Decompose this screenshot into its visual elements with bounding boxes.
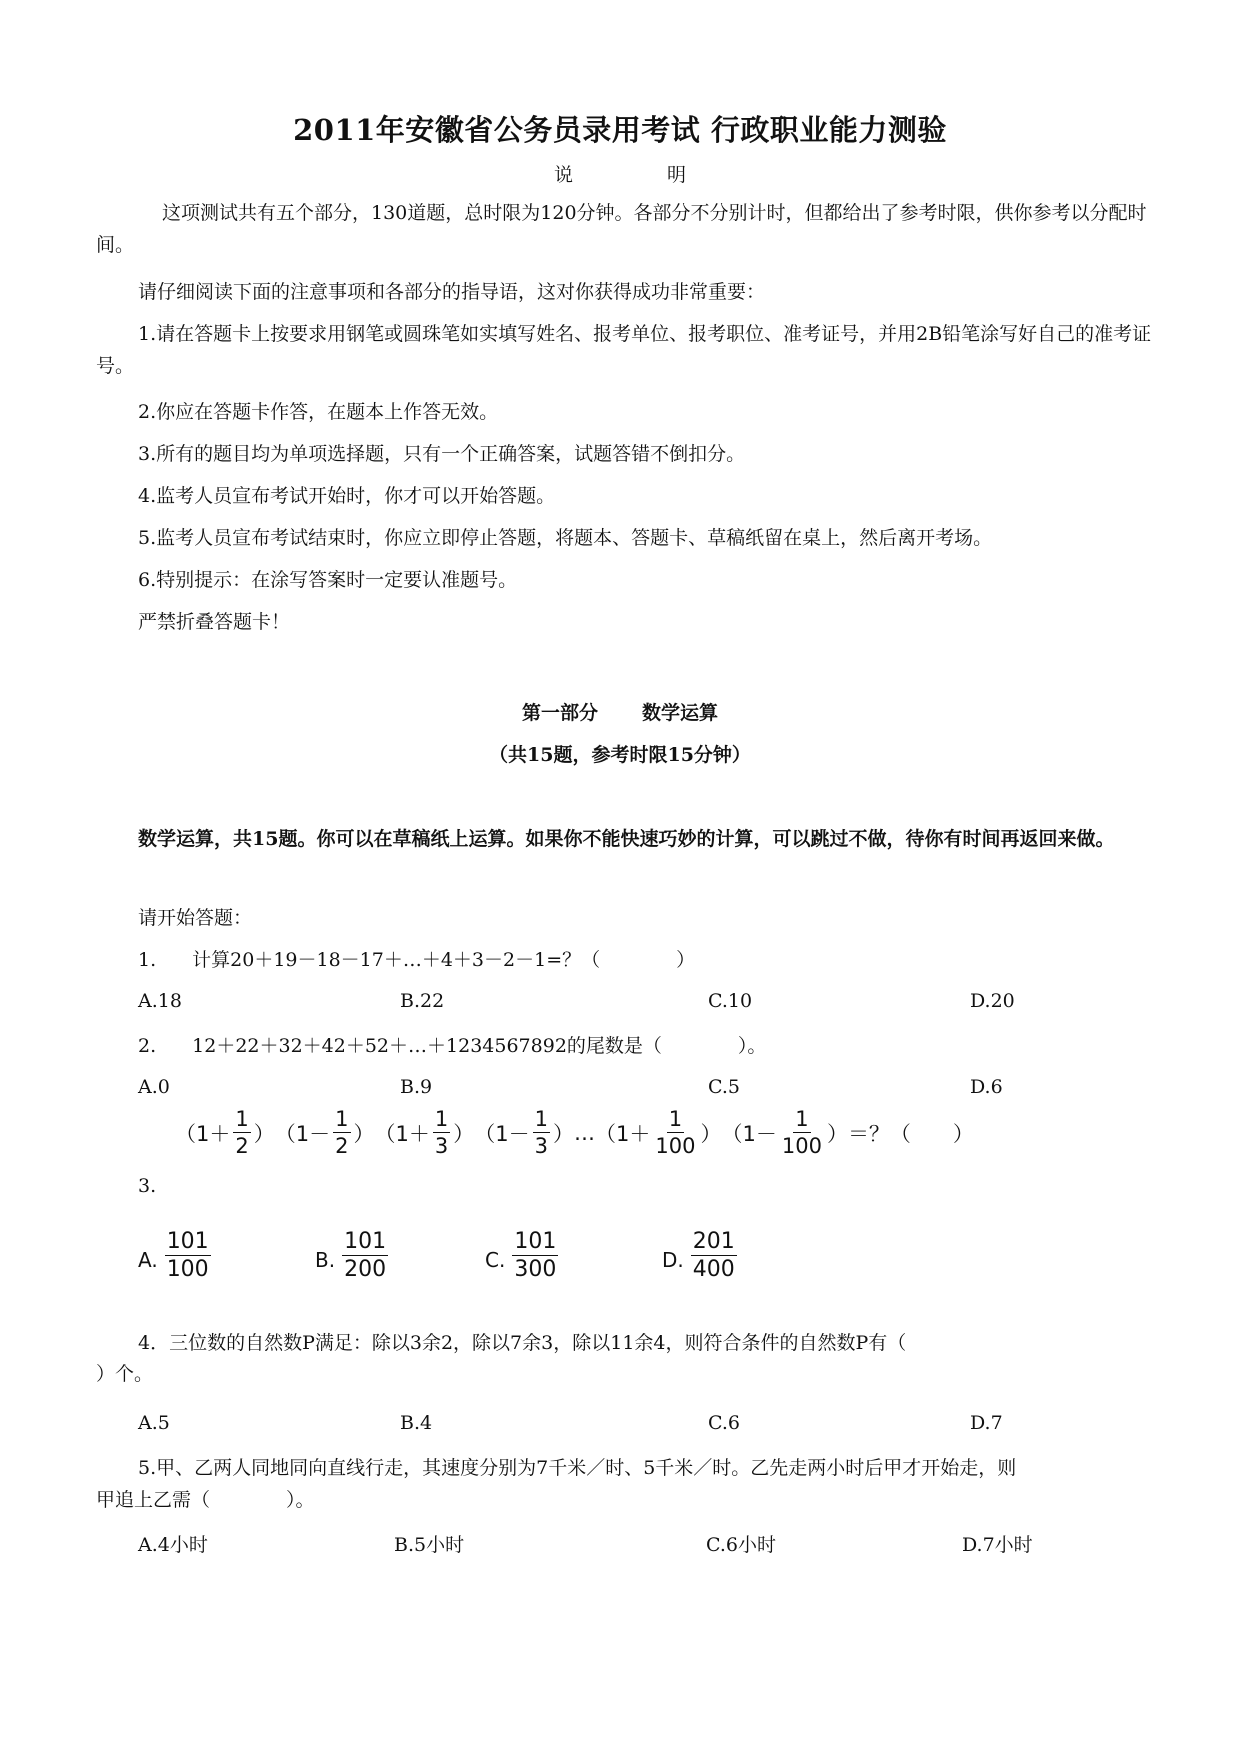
notice-item-6: 6.特别提示：在涂写答案时一定要认准题号。 xyxy=(138,569,518,591)
formula-open-minus: （1－ xyxy=(274,1121,331,1146)
q4-option-c: C.6 xyxy=(708,1412,740,1434)
q3-option-a: A. $\frac{101}{100}$ xyxy=(138,1229,209,1283)
formula-open-plus: （1＋ xyxy=(374,1121,430,1146)
start-prompt: 请开始答题： xyxy=(138,907,253,929)
notice-warning: 严禁折叠答题卡！ xyxy=(138,611,291,633)
question-4-line-1: 4．三位数的自然数P满足：除以3余2，除以7余3，除以11余4，则符合条件的自然数P有（ xyxy=(138,1332,907,1354)
formula-open-plus: （1＋ xyxy=(175,1121,231,1146)
notice-item-1: 1.请在答题卡上按要求用钢笔或圆珠笔如实填写姓名、报考单位、报考职位、准考证号，并用2B铅笔涂写好自己的准考证号。 xyxy=(96,323,1152,377)
section-heading-topic: 数学运算 xyxy=(642,702,719,724)
formula-open-plus: （1＋ xyxy=(595,1121,651,1146)
q4-option-d: D.7 xyxy=(970,1412,1003,1434)
q5-option-d: D.7小时 xyxy=(962,1534,1033,1556)
formula-close: ） xyxy=(553,1121,574,1146)
page-title: 2011年安徽省公务员录用考试 行政职业能力测验 xyxy=(293,113,947,147)
q2-option-b: B.9 xyxy=(400,1076,433,1098)
question-5-line-2: 甲追上乙需（ ）。 xyxy=(96,1489,315,1511)
fraction-1-100: $\frac{1}{100}$ xyxy=(655,1107,696,1159)
intro-paragraph-1: 这项测试共有五个部分，130道题，总时限为120分钟。各部分不分别计时，但都给出了参考时限，供你参考以分配时间。 xyxy=(96,202,1147,256)
q1-option-b: B.22 xyxy=(400,990,445,1012)
fraction-1-2: $\frac{1}{2}$ xyxy=(235,1107,249,1159)
formula-ellipsis: … xyxy=(574,1120,595,1145)
formula-open-minus: （1－ xyxy=(474,1121,530,1146)
q2-option-a: A.0 xyxy=(138,1076,170,1098)
notice-item-2: 2.你应在答题卡作答，在题本上作答无效。 xyxy=(138,401,499,423)
intro-paragraph-2: 请仔细阅读下面的注意事项和各部分的指导语，这对你获得成功非常重要： xyxy=(138,281,766,303)
question-2-text: 12＋22＋32＋42＋52＋…＋1234567892的尾数是（ ）。 xyxy=(192,1035,767,1057)
section-heading-part: 第一部分 xyxy=(521,702,598,724)
formula-open-minus: （1－ xyxy=(721,1121,777,1146)
formula-close: ） xyxy=(700,1121,722,1146)
fraction-1-3: $\frac{1}{3}$ xyxy=(434,1107,449,1159)
q1-option-c: C.10 xyxy=(708,990,753,1012)
q5-option-a: A.4小时 xyxy=(138,1534,208,1556)
q5-option-b: B.5小时 xyxy=(394,1534,465,1556)
formula-close: ） xyxy=(353,1121,375,1146)
q5-option-c: C.6小时 xyxy=(706,1534,776,1556)
question-1-number: 1. xyxy=(138,949,157,971)
formula-close: ） xyxy=(453,1121,475,1146)
question-4-line-2: ）个。 xyxy=(96,1363,154,1385)
fraction-1-100: $\frac{1}{100}$ xyxy=(781,1107,822,1159)
question-1-text: 计算20＋19－18－17＋…＋4＋3－2－1=？（ ） xyxy=(192,949,696,971)
formula-close: ） xyxy=(253,1121,275,1146)
notice-item-5: 5.监考人员宣布考试结束时，你应立即停止答题，将题本、答题卡、草稿纸留在桌上，然后离开考场。 xyxy=(138,527,993,549)
section-heading xyxy=(0,697,1240,729)
question-3-formula xyxy=(175,1108,974,1157)
notice-item-3: 3.所有的题目均为单项选择题，只有一个正确答案，试题答错不倒扣分。 xyxy=(138,443,746,465)
section-instruction: 数学运算，共15题。你可以在草稿纸上运算。如果你不能快速巧妙的计算，可以跳过不做，待你有时间再返回来做。 xyxy=(138,828,1115,850)
subtitle-char-1: 说 xyxy=(553,164,573,186)
q1-option-d: D.20 xyxy=(970,990,1015,1012)
question-1 xyxy=(138,944,695,976)
question-2 xyxy=(138,1030,766,1062)
notice-item-4: 4.监考人员宣布考试开始时，你才可以开始答题。 xyxy=(138,485,556,507)
question-2-number: 2. xyxy=(138,1035,157,1057)
q3-option-c: C. $\frac{101}{300}$ xyxy=(485,1229,557,1283)
fraction-1-3: $\frac{1}{3}$ xyxy=(534,1107,548,1159)
q3-option-b: B. $\frac{101}{200}$ xyxy=(315,1229,387,1283)
q2-option-c: C.5 xyxy=(708,1076,740,1098)
question-3-number: 3. xyxy=(138,1175,157,1197)
page-subtitle xyxy=(0,160,1240,187)
section-subheading: （共15题，参考时限15分钟） xyxy=(489,744,751,766)
question-5-line-1: 5.甲、乙两人同地同向直线行走，其速度分别为7千米／时、5千米／时。乙先走两小时后甲才开始走，则 xyxy=(138,1457,1017,1479)
q4-option-b: B.4 xyxy=(400,1412,433,1434)
q4-option-a: A.5 xyxy=(138,1412,170,1434)
q2-option-d: D.6 xyxy=(970,1076,1003,1098)
q1-option-a: A.18 xyxy=(138,990,182,1012)
fraction-1-2: $\frac{1}{2}$ xyxy=(335,1107,349,1159)
q3-option-d: D. $\frac{201}{400}$ xyxy=(662,1229,735,1283)
formula-tail: ＝？（ ） xyxy=(847,1121,974,1146)
subtitle-char-2: 明 xyxy=(667,164,687,186)
formula-close: ） xyxy=(826,1121,848,1146)
